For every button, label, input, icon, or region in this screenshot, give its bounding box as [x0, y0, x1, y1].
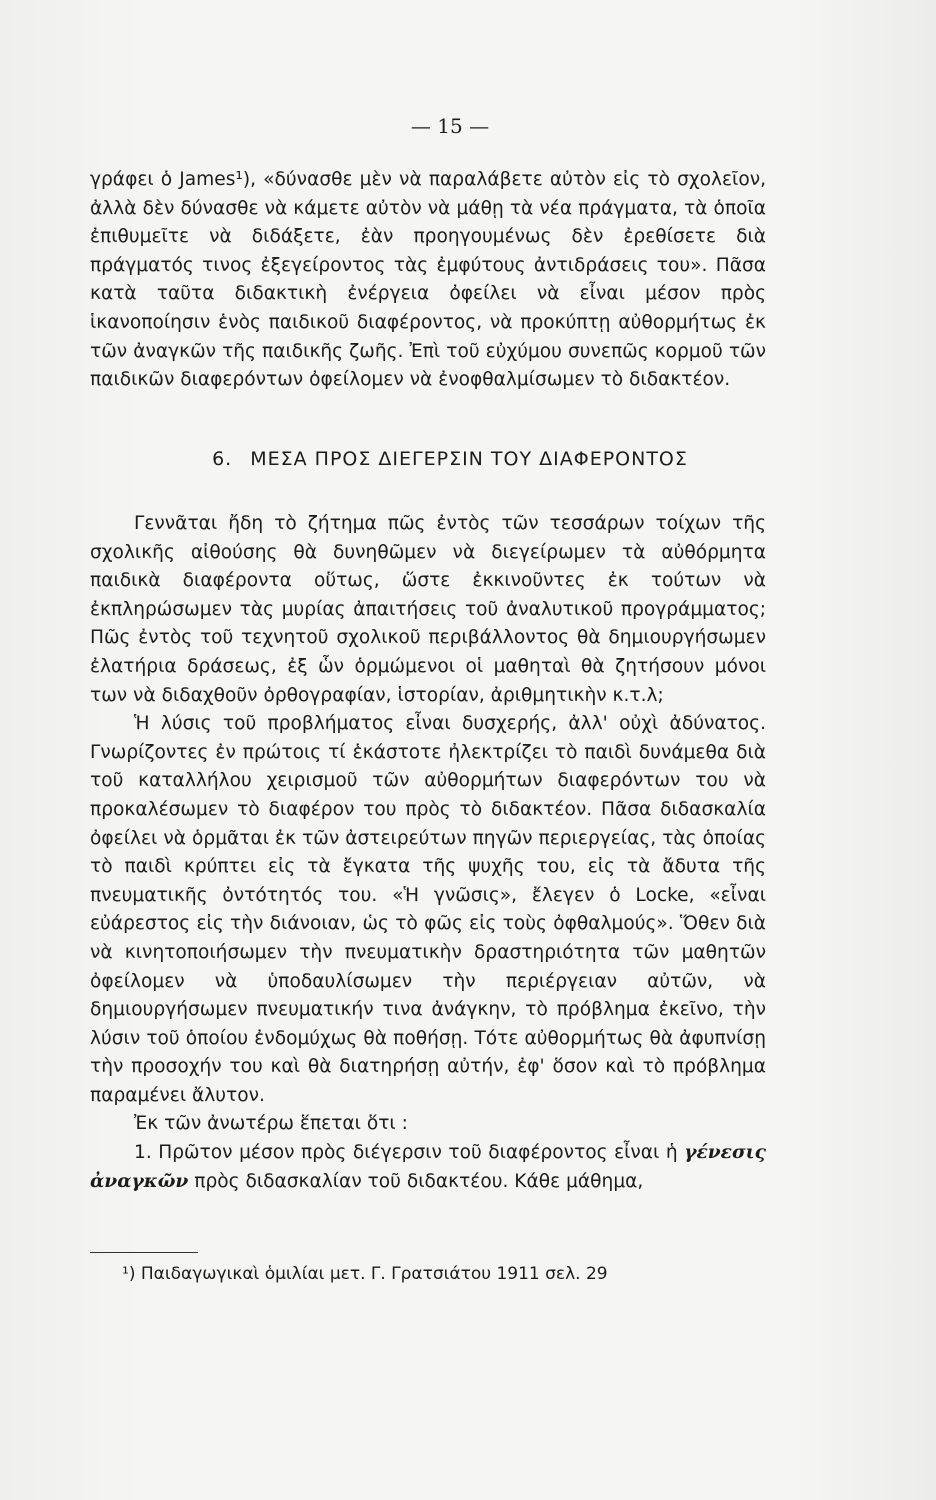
intro-paragraph-block [90, 166, 766, 395]
body-paragraph-3: Ἐκ τῶν ἀνωτέρω ἕπεται ὅτι : [134, 1113, 408, 1135]
footnote [122, 1262, 762, 1286]
body-paragraph-1: Γεννᾶται ἤδη τὸ ζήτημα πῶς ἐντὸς τῶν τεσσάρων τοίχων τῆς σχολικῆς αἰθούσης θὰ δυνηθῶμεν νὰ διεγείρωμεν τὰ αὐθόρμητα παιδικὰ διαφέροντα οὕτως, ὥστε ἐκκινοῦντες ἐκ τούτων νὰ ἐκπληρώσωμεν τὰς μυρίας ἀπαιτήσεις τοῦ ἀναλυτικοῦ προγράμματος; Πῶς ἐντὸς τοῦ τεχνητοῦ σχολικοῦ περιβάλλοντος θὰ δημιουργήσωμεν ἐλατήρια δράσεως, ἐξ ὧν ὁρμώμενοι οἱ μαθηταὶ θὰ ζητήσουν μόνοι των νὰ διδαχθοῦν ὀρθογραφίαν, ἱστορίαν, ἀριθμητικὴν κ.τ.λ; [90, 513, 766, 706]
section-title: ΜΕΣΑ ΠΡΟΣ ΔΙΕΓΕΡΣΙΝ ΤΟΥ ΔΙΑΦΕΡΟΝΤΟΣ [250, 448, 688, 470]
numbered-item-prefix: 1. Πρῶτον μέσον πρὸς διέγερσιν τοῦ διαφέροντος εἶναι ἡ [134, 1142, 678, 1164]
body-paragraph-2: Ἡ λύσις τοῦ προβλήματος εἶναι δυσχερής, ἀλλ' οὐχὶ ἀδύνατος. Γνωρίζοντες ἐν πρώτοις τί ἑκάστοτε ἠλεκτρίζει τὸ παιδὶ δυνάμεθα διὰ τοῦ καταλλήλου χειρισμοῦ τῶν αὐθορμήτων διαφερόντων του νὰ προκαλέσωμεν τὸ διαφέρον του πρὸς τὸ διδακτέον. Πᾶσα διδασκαλία ὀφείλει νὰ ὁρμᾶται ἐκ τῶν ἀστειρεύτων πηγῶν περιεργείας, τὰς ὁποίας τὸ παιδὶ κρύπτει εἰς τὰ ἔγκατα τῆς ψυχῆς του, εἰς τὰ ἄδυτα τῆς πνευματικῆς ὀντότητός του. «Ἡ γνῶσις», ἔλεγεν ὁ Locke, «εἶναι εὐάρεστος εἰς τὴν διάνοιαν, ὡς τὸ φῶς εἰς τοὺς ὀφθαλμούς». Ὅθεν διὰ νὰ κινητοποιήσωμεν τὴν πνευματικὴν δραστηριότητα τῶν μαθητῶν ὀφείλομεν νὰ ὑποδαυλίσωμεν τὴν περιέργειαν αὐτῶν, νὰ δημιουργήσωμεν πνευματικήν τινα ἀνάγκην, τὸ πρόβλημα ἐκεῖνο, τὴν λύσιν τοῦ ὁποίου ἐνδομύχως θὰ ποθήσῃ. Τότε αὐθορμήτως θὰ ἀφυπνίσῃ τὴν προσοχήν του καὶ θὰ διατηρήσῃ αὐτήν, ἐφ' ὅσον καὶ τὸ πρόβλημα παραμένει ἄλυτον. [90, 713, 766, 1106]
numbered-item-suffix: πρὸς διδασκαλίαν τοῦ διδακτέου. Κάθε μάθημα, [194, 1170, 644, 1192]
footnote-marker: ¹) [122, 1264, 136, 1284]
intro-paragraph: γράφει ὁ James¹), «δύνασθε μὲν νὰ παραλάβετε αὐτὸν εἰς τὸ σχολεῖον, ἀλλὰ δὲν δύνασθε νὰ κάμετε αὐτὸν νὰ μάθῃ τὰ νέα πράγματα, τὰ ὁποῖα ἐπιθυμεῖτε νὰ διδάξετε, ἐὰν προηγουμένως δὲν ἐρεθίσετε διὰ πράγματός τινος ἐξεγείροντος τὰς ἐμφύτους ἀντιδράσεις του». Πᾶσα κατὰ ταῦτα διδακτικὴ ἐνέργεια ὀφείλει νὰ εἶναι μέσον πρὸς ἱκανοποίησιν ἑνὸς παιδικοῦ διαφέροντος, νὰ προκύπτῃ αὐθορμήτως ἐκ τῶν ἀναγκῶν τῆς παιδικῆς ζωῆς. Ἐπὶ τοῦ εὐχύμου συνεπῶς κορμοῦ τῶν παιδικῶν διαφερόντων ὀφείλομεν νὰ ἐνοφθαλμίσωμεν τὸ διδακτέον. [90, 169, 766, 391]
numbered-item-1 [90, 1139, 766, 1196]
numbered-item-emphasis: γένεσις ἀναγκῶν [90, 1142, 766, 1192]
footnote-divider [90, 1252, 198, 1253]
page-number: — 15 — [410, 114, 490, 138]
section-number: 6. [212, 448, 233, 470]
section-heading [0, 448, 900, 470]
footnote-text: Παιδαγωγικαὶ ὁμιλίαι μετ. Γ. Γρατσιάτου 1911 σελ. 29 [140, 1264, 608, 1284]
section-body [90, 510, 766, 1196]
